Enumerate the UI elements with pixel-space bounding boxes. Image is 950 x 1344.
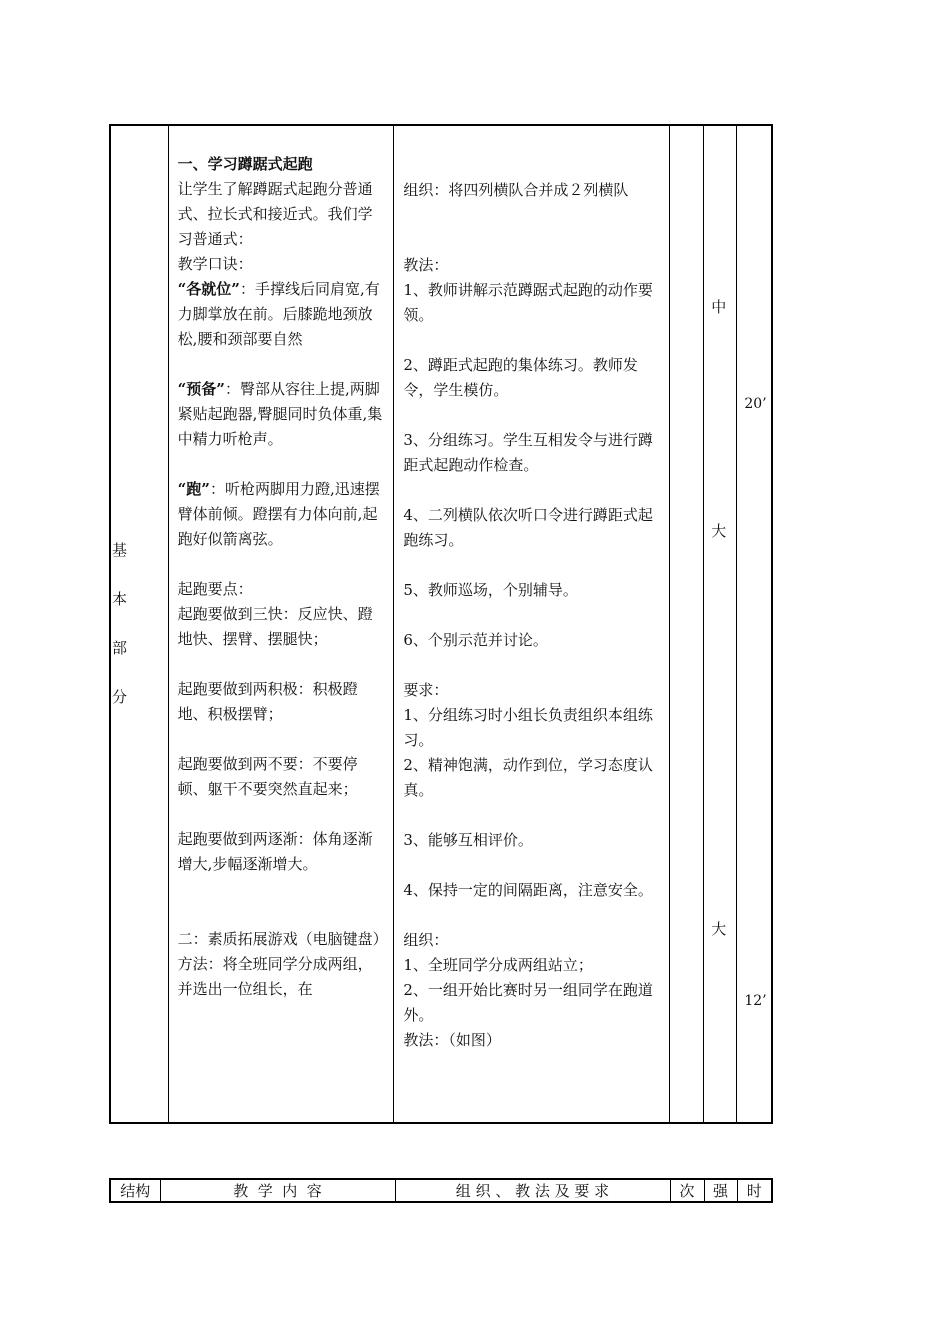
- header-content: 教 学 内 容: [160, 1179, 395, 1202]
- content-heading-2: 二：素质拓展游戏（电脑键盘）: [177, 930, 388, 948]
- org2-item: 2、一组开始比赛时另一组同学在跑道外。: [403, 981, 653, 1024]
- requirement-item: 2、精神饱满，动作到位，学习态度认真。: [403, 756, 653, 799]
- time-cell: [737, 125, 772, 1123]
- content-heading-1: 一、学习蹲踞式起跑: [177, 155, 313, 173]
- method-title: 教法：: [403, 256, 449, 274]
- org2-title: 组织：: [403, 931, 449, 949]
- organization-cell: [394, 125, 670, 1123]
- mnemonic-title: 教学口诀：: [177, 255, 253, 273]
- content-intro: 让学生了解蹲踞式起跑分普通式、拉长式和接近式。我们学习普通式：: [177, 180, 373, 248]
- requirement-item: 1、分组练习时小组长负责组织本组练习。: [403, 706, 653, 749]
- method-item: 2、蹲距式起跑的集体练习。教师发令，学生模仿。: [403, 356, 638, 399]
- method-item: 5、教师巡场，个别辅导。: [403, 581, 578, 599]
- section-label: 基 本 部 分: [112, 541, 128, 706]
- key-point: 起跑要做到三快：反应快、蹬地快、摆臂、摆腿快；: [177, 605, 373, 648]
- key-point: 起跑要做到两积极：积极蹬地、积极摆臂；: [177, 680, 358, 723]
- method-item: 1、教师讲解示范蹲踞式起跑的动作要领。: [403, 281, 653, 324]
- teaching-content: [177, 152, 388, 1002]
- org2-item: 1、全班同学分成两组站立；: [403, 956, 593, 974]
- table-row: [110, 125, 772, 1123]
- times-cell: [670, 125, 704, 1123]
- requirements-title: 要求：: [403, 681, 449, 699]
- header-organization: 组 织 、 教 法 及 要 求: [395, 1179, 670, 1202]
- header-structure: 结构: [110, 1179, 160, 1202]
- method2: 教法：（如图）: [403, 1031, 501, 1049]
- org-line: 组织：将四列横队合并成２列横队: [403, 181, 629, 199]
- method-item: 6、个别示范并讨论。: [403, 631, 548, 649]
- key-point: 起跑要做到两不要：不要停顿、躯干不要突然直起来；: [177, 755, 358, 798]
- header-intensity: 强: [704, 1179, 737, 1202]
- section-cell: [110, 125, 168, 1123]
- header-times: 次: [670, 1179, 704, 1202]
- intensity-mark: 中: [711, 298, 727, 316]
- intensity-mark: 大: [711, 522, 727, 540]
- intensity-cell: [704, 125, 737, 1123]
- time-mark: 12’: [744, 993, 767, 1009]
- requirement-item: 3、能够互相评价。: [403, 831, 533, 849]
- key-points-title: 起跑要点：: [177, 580, 253, 598]
- lesson-plan-table: [109, 124, 773, 1124]
- header-time: 时: [737, 1179, 772, 1202]
- method-item: 4、二列横队依次听口令进行蹲距式起跑练习。: [403, 506, 653, 549]
- content-cell: [168, 125, 394, 1123]
- key-point: 起跑要做到两逐渐：体角逐渐增大,步幅逐渐增大。: [177, 830, 373, 873]
- table-header-row: [110, 1179, 772, 1202]
- intensity-mark: 大: [711, 920, 727, 938]
- time-mark: 20’: [744, 396, 767, 412]
- mnemonic-go: “跑”：听枪两脚用力蹬,迅速摆臂体前倾。蹬摆有力体向前,起跑好似箭离弦。: [177, 480, 380, 548]
- game-method: 方法：将全班同学分成两组，并选出一位组长，在: [177, 955, 373, 998]
- mnemonic-set: “预备”：臀部从容往上提,两脚紧贴起跑器,臀腿同时负体重,集中精力听枪声。: [177, 380, 383, 448]
- method-item: 3、分组练习。学生互相发令与进行蹲距式起跑动作检查。: [403, 431, 653, 474]
- next-page-header-table: [109, 1178, 773, 1203]
- mnemonic-ready: “各就位”：手撑线后同肩宽,有力脚掌放在前。后膝跪地颈放松,腰和颈部要自然: [177, 280, 380, 348]
- organization-methods: [403, 178, 665, 1053]
- requirement-item: 4、保持一定的间隔距离，注意安全。: [403, 881, 653, 899]
